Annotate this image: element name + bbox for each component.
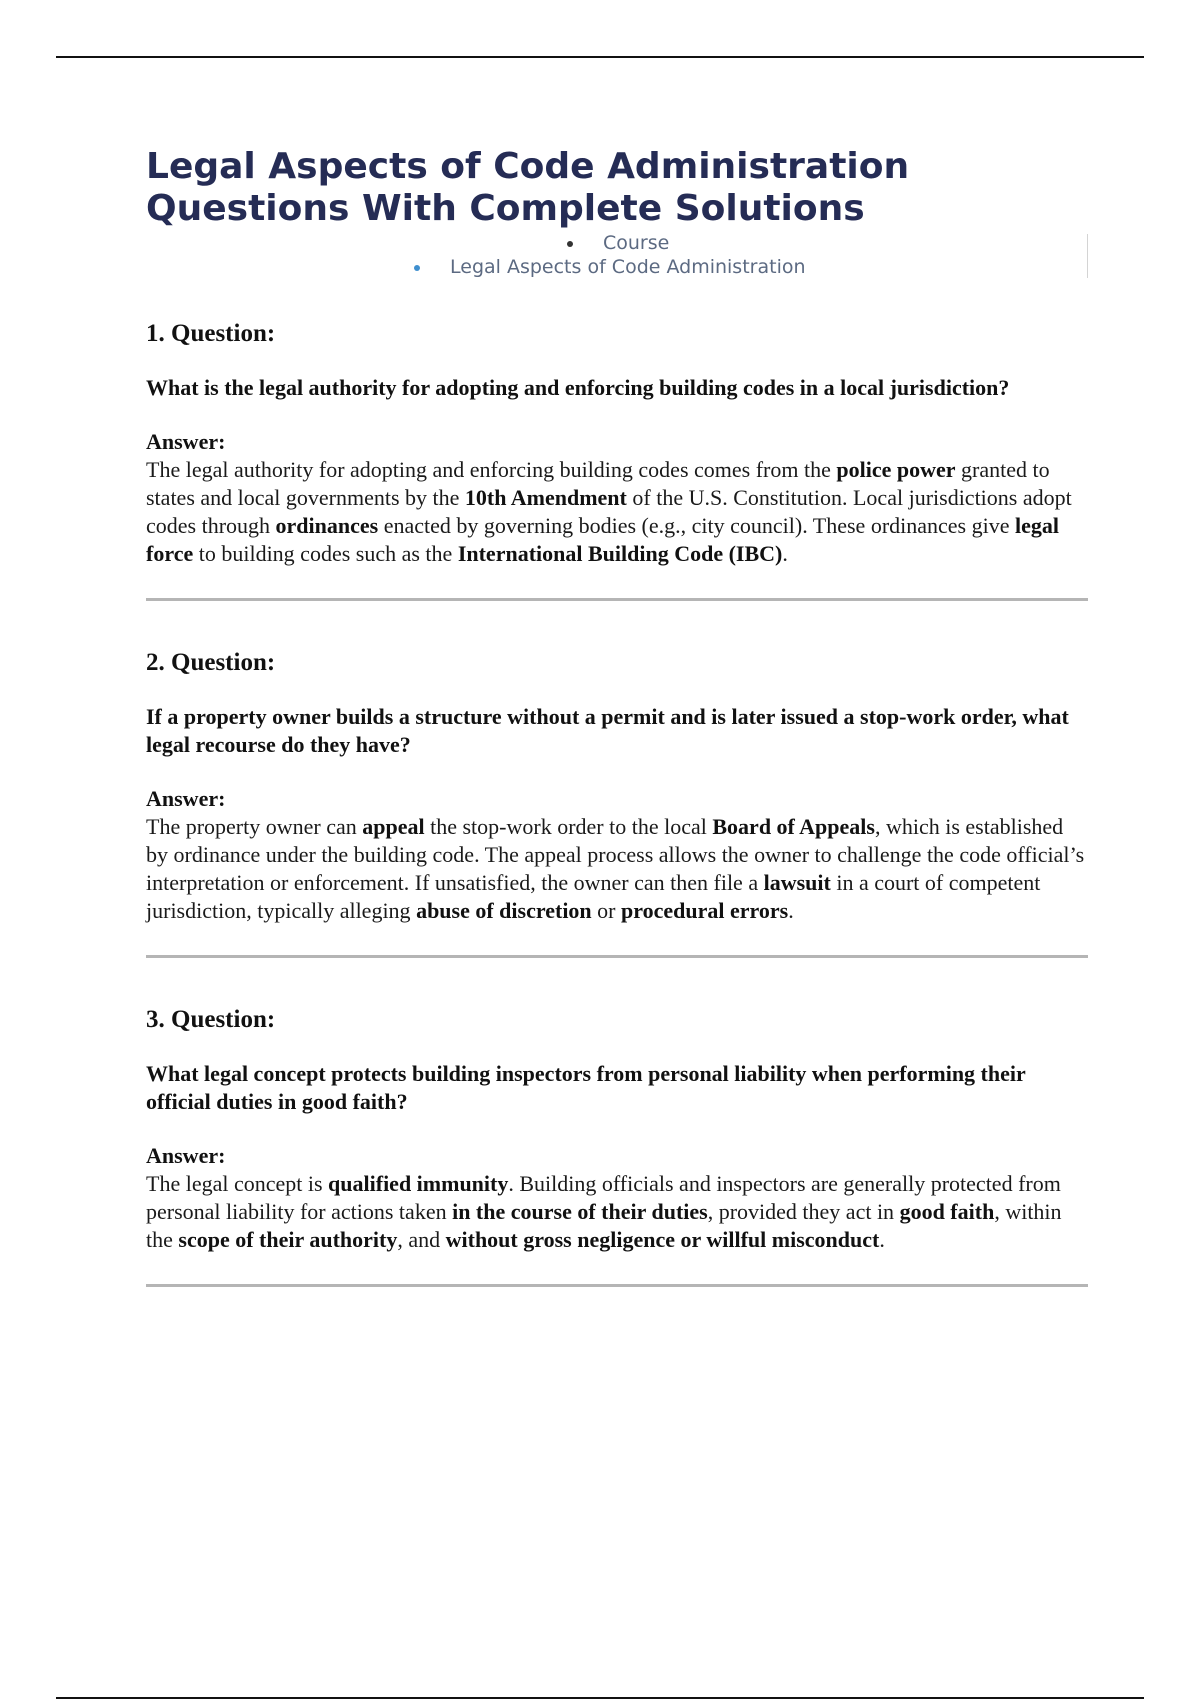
question-heading: 1. Question: — [146, 320, 276, 347]
bullet-icon — [414, 265, 420, 271]
answer-emphasis: good faith — [899, 1199, 995, 1224]
course-breadcrumb — [146, 232, 1088, 290]
answer-emphasis: police power — [836, 457, 956, 482]
answer-emphasis: procedural errors — [621, 898, 789, 923]
answer-label: Answer: — [146, 429, 226, 454]
question-text: If a property owner builds a structure without a permit and is later issued a stop-work order, what legal recourse do they have? — [146, 704, 1069, 757]
answer-segment: The legal authority for adopting and enforcing building codes comes from the — [146, 457, 837, 482]
answer-segment: The legal concept is — [146, 1171, 329, 1196]
answer-emphasis: without gross negligence or willful misconduct — [445, 1227, 880, 1252]
title-line-1: Legal Aspects of Code Administration — [146, 146, 910, 187]
answer-segment: The property owner can — [146, 814, 363, 839]
answer-emphasis: scope of their authority — [178, 1227, 398, 1252]
answer-emphasis: 10th Amendment — [464, 485, 627, 510]
question-heading: 3. Question: — [146, 1006, 276, 1033]
answer-emphasis: Board of Appeals — [712, 814, 875, 839]
answer-segment: enacted by governing bodies (e.g., city council). These ordinances give — [378, 513, 1015, 538]
bottom-page-rule — [56, 1697, 1144, 1699]
answer-label: Answer: — [146, 786, 226, 811]
question-text: What legal concept protects building inspectors from personal liability when performing their official duties in good faith? — [146, 1061, 1026, 1114]
answer-segment: or — [591, 898, 621, 923]
answer-emphasis: in the course of their duties — [452, 1199, 708, 1224]
course-name-item[interactable] — [414, 256, 806, 278]
answer-emphasis: International Building Code (IBC) — [457, 541, 783, 566]
section-divider — [146, 1284, 1088, 1287]
title-line-2: Questions With Complete Solutions — [146, 188, 865, 229]
answer-segment: , within the — [146, 1199, 1062, 1252]
answer-segment: to building codes such as the — [193, 541, 458, 566]
section-divider — [146, 955, 1088, 958]
answer-segment: . — [879, 1227, 885, 1252]
answer-text — [146, 456, 1088, 568]
answer-label: Answer: — [146, 1143, 226, 1168]
answer-segment: in a court of competent jurisdiction, typically alleging — [146, 870, 1041, 923]
question-block — [146, 320, 1088, 601]
course-name-link[interactable]: Legal Aspects of Code Administration — [450, 256, 806, 278]
answer-segment: . — [782, 541, 788, 566]
course-label: Course — [603, 232, 670, 254]
answer-emphasis: legal force — [146, 513, 1059, 566]
question-heading: 2. Question: — [146, 649, 276, 676]
answer-segment: . Building officials and inspectors are generally protected from personal liability for actions taken — [146, 1171, 1061, 1224]
answer-segment: the stop-work order to the local — [424, 814, 713, 839]
answer-emphasis: qualified immunity — [328, 1171, 509, 1196]
bullet-icon — [567, 241, 573, 247]
vertical-divider — [1087, 234, 1088, 278]
question-text: What is the legal authority for adopting and enforcing building codes in a local jurisdiction? — [146, 375, 1010, 400]
answer-emphasis: appeal — [362, 814, 425, 839]
answer-segment: , which is established by ordinance under the building code. The appeal process allows the owner to challenge the code official’s interpretation or enforcement. If unsatisfied, the owner can then file a — [146, 814, 1085, 895]
answer-segment: . — [788, 898, 794, 923]
answer-emphasis: lawsuit — [763, 870, 831, 895]
question-block — [146, 1006, 1088, 1287]
answer-segment: granted to states and local governments by the — [146, 457, 1050, 510]
answer-text — [146, 813, 1088, 925]
answer-emphasis: ordinances — [275, 513, 379, 538]
top-page-rule — [56, 56, 1144, 58]
section-divider — [146, 598, 1088, 601]
question-block — [146, 649, 1088, 958]
answer-segment: of the U.S. Constitution. Local jurisdictions adopt codes through — [146, 485, 1072, 538]
answer-segment: , provided they act in — [707, 1199, 900, 1224]
answer-emphasis: abuse of discretion — [416, 898, 592, 923]
course-label-item — [567, 232, 669, 254]
question-list — [146, 320, 1088, 1287]
answer-text — [146, 1170, 1088, 1254]
answer-segment: , and — [397, 1227, 446, 1252]
document-body — [146, 146, 1088, 1287]
document-title — [146, 146, 1088, 230]
